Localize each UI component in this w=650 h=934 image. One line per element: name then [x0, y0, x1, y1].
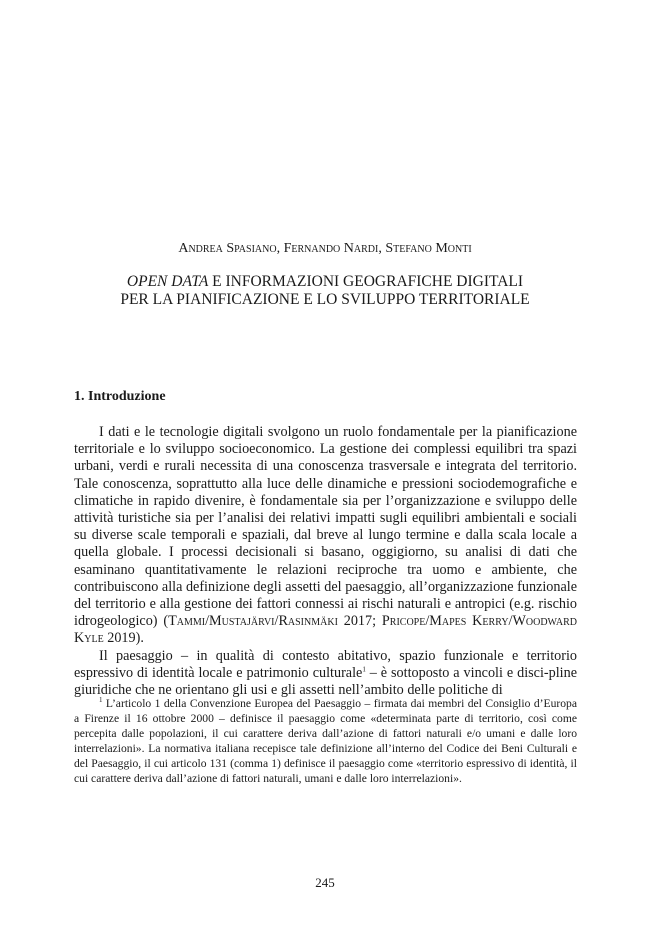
author-separator: ,: [276, 241, 284, 256]
author-2: Fernando Nardi: [283, 241, 379, 256]
section-heading: 1. Introduzione: [74, 389, 166, 404]
paragraph-1-text: I dati e le tecnologie digitali svolgono un ruolo fondamentale per la pianificazione territoriale e lo sviluppo socioeconomico. La gestione dei complessi equilibri tra spazi urbani, verdi e rurali necessita di una conoscenza trasversale e integrata del territorio. Tale conoscenza, soprattutto alla luce delle dinamiche e pressioni sociodemografiche e climatiche in rapido divenire, è fondamentale sia per l’organizzazione e sviluppo delle attività turistiche sia per l’analisi dei relativi impatti sugli equilibri ambientali e sociali su diverse scale temporali e spaziali, dal breve al lungo termine e dalla scala locale a quella globale. I processi decisionali si basano, oggigiorno, su analisi di dati che esaminano quantitativamente le relazioni reciproche tra uomo e ambiente, che contribuiscono alla definizione degli assetti del paesaggio, all’organizzazione funzionale del territorio e alla gestione dei fattori connessi ai rischi naturali e antropici (e.g. rischio idrogeologico) (: [74, 424, 577, 630]
body-text: [74, 424, 577, 699]
paragraph-2-text: Il paesaggio – in qualità di contesto abitativo, spazio funzionale e territorio espressivo di identità locale e patrimonio culturale: [74, 647, 577, 681]
author-3: Stefano Monti: [385, 241, 472, 256]
footnote-1-text: L’articolo 1 della Convenzione Europea del Paesaggio – firmata dai membri del Consiglio d’Europa a Firenze il 16 ottobre 2000 – definisce il paesaggio come «determinata parte di territorio, così come percepita dalle popolazioni, il cui carattere deriva dall’azione di fattori naturali e/o umani e dalle loro interrelazioni». La normativa italiana recepisce tale definizione all’interno del Codice dei Beni Culturali e del Paesaggio, il cui articolo 131 (comma 1) definisce il paesaggio come «territorio espressivo di identità, il cui carattere deriva dall’azione di fattori naturali, umani e dalle loro interrelazioni».: [74, 697, 577, 785]
citation-1-year: 2017;: [337, 613, 382, 630]
footnotes: [74, 696, 577, 786]
citation-2-authors: Pricope/Mapes Kerry/Woodward Kyle: [74, 613, 577, 647]
author-1: Andrea Spasiano: [178, 241, 277, 256]
footnote-marker: 1: [99, 696, 103, 705]
citation-2-year: 2019).: [103, 630, 144, 647]
title-line-1-rest: E INFORMAZIONI GEOGRAFICHE DIGITALI: [208, 273, 524, 290]
paragraph-2: [74, 648, 577, 700]
paper-title: [0, 273, 650, 309]
page-number: 245: [315, 875, 335, 890]
authors-line: [0, 240, 650, 258]
title-line-2: PER LA PIANIFICAZIONE E LO SVILUPPO TERRITORIALE: [120, 291, 530, 308]
title-line-1: [0, 273, 650, 291]
footnote-reference[interactable]: 1: [362, 665, 366, 674]
citation-1-authors: Tammi/Mustajärvi/Rasinmäki: [168, 613, 338, 630]
paragraph-2-continuation: – è sottoposto a vincoli e disci-pline giuridiche che ne orientano gli usi e gli assetti nell’ambito delle politiche di: [74, 664, 577, 699]
footnote-1: [74, 696, 577, 786]
author-separator: ,: [378, 241, 386, 256]
title-italic-term: OPEN DATA: [126, 273, 209, 290]
paragraph-1: [74, 424, 577, 648]
